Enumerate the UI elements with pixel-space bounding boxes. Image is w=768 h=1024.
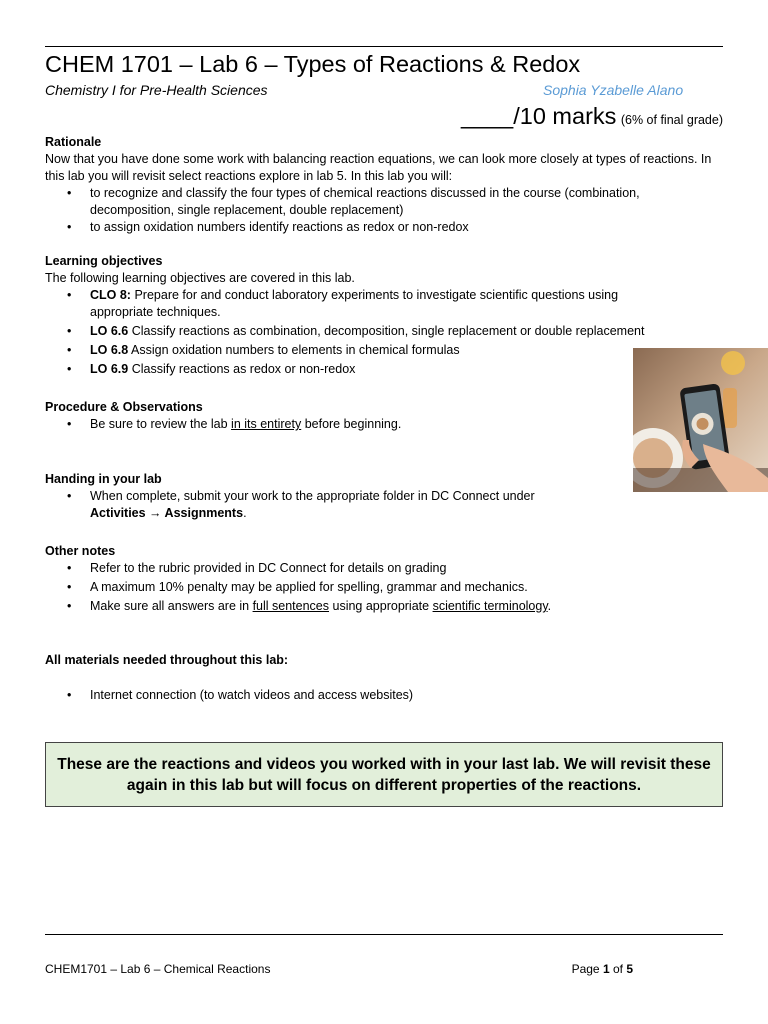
rationale-section bbox=[45, 134, 725, 236]
list-item: • LO 6.9 Classify reactions as redox or non-redox bbox=[67, 362, 356, 376]
marks-blank: ____ bbox=[460, 103, 514, 129]
reactions-callout bbox=[45, 742, 723, 807]
rationale-list bbox=[45, 185, 725, 236]
notes-section bbox=[45, 543, 725, 615]
top-rule bbox=[45, 46, 723, 47]
list-item: • When complete, submit your work to the appropriate folder in DC Connect under Activities → Assignments. bbox=[67, 489, 535, 520]
rationale-heading: Rationale bbox=[45, 135, 102, 149]
handing-list bbox=[45, 488, 725, 522]
list-item: • LO 6.8 Assign oxidation numbers to elements in chemical formulas bbox=[67, 343, 460, 357]
page-title: CHEM 1701 – Lab 6 – Types of Reactions & Redox bbox=[45, 51, 581, 77]
objectives-list bbox=[45, 287, 725, 378]
notes-list bbox=[45, 560, 725, 615]
footer-rule bbox=[45, 934, 723, 935]
footer-course: CHEM1701 – Lab 6 – Chemical Reactions bbox=[45, 962, 271, 976]
list-item: • Make sure all answers are in full sentences using appropriate scientific terminology. bbox=[67, 599, 552, 613]
procedure-list bbox=[45, 416, 725, 433]
notes-heading: Other notes bbox=[45, 544, 116, 558]
list-item: • Internet connection (to watch videos and access websites) bbox=[67, 688, 414, 702]
marks-note: (6% of final grade) bbox=[620, 113, 723, 127]
page-number: Page 1 of 5 bbox=[571, 962, 633, 976]
handing-section bbox=[45, 471, 725, 522]
procedure-section bbox=[45, 399, 725, 433]
objectives-intro: The following learning objectives are covered in this lab. bbox=[45, 271, 355, 285]
procedure-heading: Procedure & Observations bbox=[45, 400, 203, 414]
rationale-intro: Now that you have done some work with balancing reaction equations, we can look more closely at types of reactions. In this lab you will revisit select reactions explore in lab 5. In this lab you will: bbox=[45, 152, 712, 183]
list-item: • A maximum 10% penalty may be applied for spelling, grammar and mechanics. bbox=[67, 580, 528, 594]
objectives-section bbox=[45, 253, 725, 378]
course-subtitle: Chemistry I for Pre-Health Sciences bbox=[45, 82, 268, 98]
phone-photo-image bbox=[633, 348, 768, 492]
list-item: • to assign oxidation numbers identify reactions as redox or non-redox bbox=[67, 220, 469, 234]
list-item: • to recognize and classify the four types of chemical reactions discussed in the course (combination, decomposition, single replacement, double replacement) bbox=[67, 186, 640, 217]
materials-section bbox=[45, 652, 725, 704]
callout-text: These are the reactions and videos you worked with in your last lab. We will revisit these again in this lab but will focus on different properties of the reactions. bbox=[57, 755, 711, 794]
list-item: • Be sure to review the lab in its entirety before beginning. bbox=[67, 417, 402, 431]
objectives-heading: Learning objectives bbox=[45, 254, 163, 268]
list-item: • CLO 8: Prepare for and conduct laboratory experiments to investigate scientific questions using appropriate techniques. bbox=[67, 288, 619, 319]
materials-heading: All materials needed throughout this lab: bbox=[45, 653, 289, 667]
list-item: • LO 6.6 Classify reactions as combination, decomposition, single replacement or double replacement bbox=[67, 324, 645, 338]
author-name: Sophia Yzabelle Alano bbox=[543, 82, 684, 98]
marks-total: /10 marks bbox=[513, 103, 617, 129]
marks-line bbox=[461, 103, 723, 130]
handing-heading: Handing in your lab bbox=[45, 472, 162, 486]
materials-list bbox=[45, 687, 725, 704]
list-item: • Refer to the rubric provided in DC Connect for details on grading bbox=[67, 561, 447, 575]
